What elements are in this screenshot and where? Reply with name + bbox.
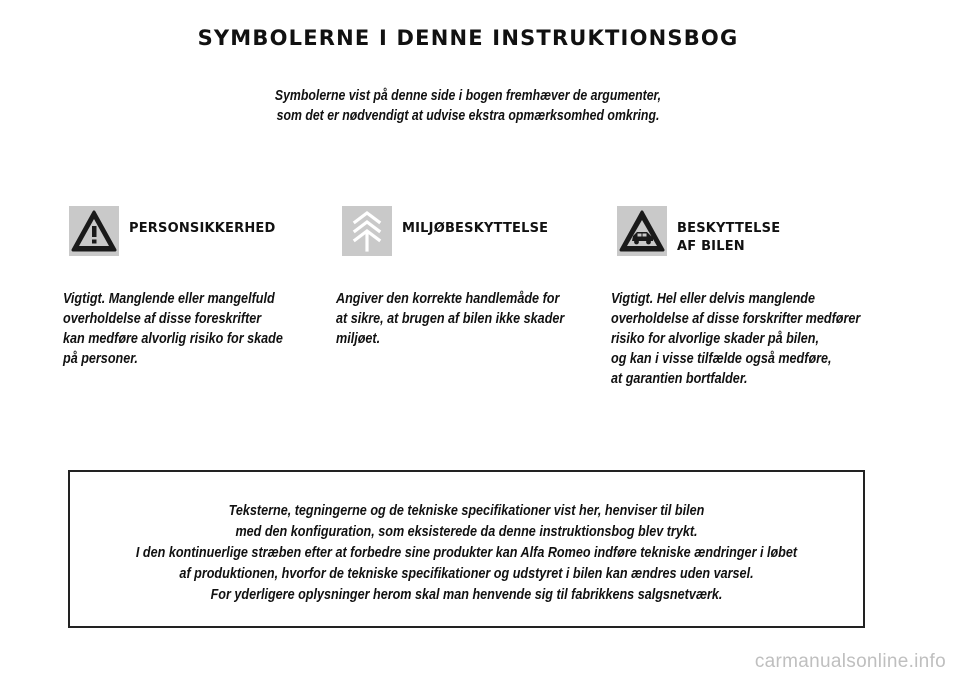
- intro-line: Symbolerne vist på denne side i bogen fremhæver de argumenter,: [274, 87, 662, 104]
- notice-line: Teksterne, tegningerne og de tekniske specifikationer vist her, henviser til bilen: [228, 502, 705, 519]
- notice-line: For yderligere oplysninger herom skal man henvende sig til fabrikkens salgsnetværk.: [210, 586, 723, 603]
- intro-line: som det er nødvendigt at udvise ekstra opmærksomhed omkring.: [276, 107, 660, 124]
- symbol-description: [336, 289, 588, 349]
- notice-line: med den konfiguration, som eksisterede da denne instruktionsbog blev trykt.: [235, 523, 698, 540]
- symbol-heading: [129, 220, 276, 238]
- heading-line: MILJØBESKYTTELSE: [402, 221, 549, 236]
- environment-chevrons-icon: [342, 206, 392, 256]
- description-line: på personer.: [63, 350, 138, 367]
- description-line: og kan i visse tilfælde også medføre,: [611, 350, 832, 367]
- symbol-heading: [402, 220, 548, 238]
- watermark: carmanualsonline.info: [754, 651, 946, 672]
- symbol-heading: [677, 220, 780, 256]
- page-title: SYMBOLERNE I DENNE INSTRUKTIONSBOG: [197, 26, 739, 50]
- heading-line: AF BILEN: [677, 239, 745, 254]
- description-line: kan medføre alvorlig risiko for skade: [63, 330, 283, 347]
- description-line: overholdelse af disse foreskrifter: [63, 310, 262, 327]
- description-line: Vigtigt. Manglende eller mangelfuld: [63, 290, 275, 307]
- heading-line: BESKYTTELSE: [677, 221, 781, 236]
- description-line: miljøet.: [336, 330, 381, 347]
- description-line: Vigtigt. Hel eller delvis manglende: [611, 290, 815, 307]
- notice-line: af produktionen, hvorfor de tekniske specifikationer og udstyret i bilen kan ændres uden varsel.: [179, 565, 754, 582]
- description-line: overholdelse af disse forskrifter medfører: [611, 310, 861, 327]
- intro-text: [232, 86, 704, 126]
- notice-line: I den kontinuerlige stræben efter at forbedre sine produkter kan Alfa Romeo indføre tekniske ændringer i løbet: [135, 544, 798, 561]
- notice-text: [133, 500, 799, 605]
- car-warning-icon: [617, 206, 667, 256]
- warning-triangle-icon: [69, 206, 119, 256]
- symbol-description: [611, 289, 863, 389]
- description-line: at garantien bortfalder.: [611, 370, 748, 387]
- symbol-description: [63, 289, 315, 369]
- description-line: risiko for alvorlige skader på bilen,: [611, 330, 819, 347]
- heading-line: PERSONSIKKERHED: [129, 221, 276, 236]
- description-line: Angiver den korrekte handlemåde for: [336, 290, 560, 307]
- description-line: at sikre, at brugen af bilen ikke skader: [336, 310, 565, 327]
- notice-box: [68, 470, 865, 628]
